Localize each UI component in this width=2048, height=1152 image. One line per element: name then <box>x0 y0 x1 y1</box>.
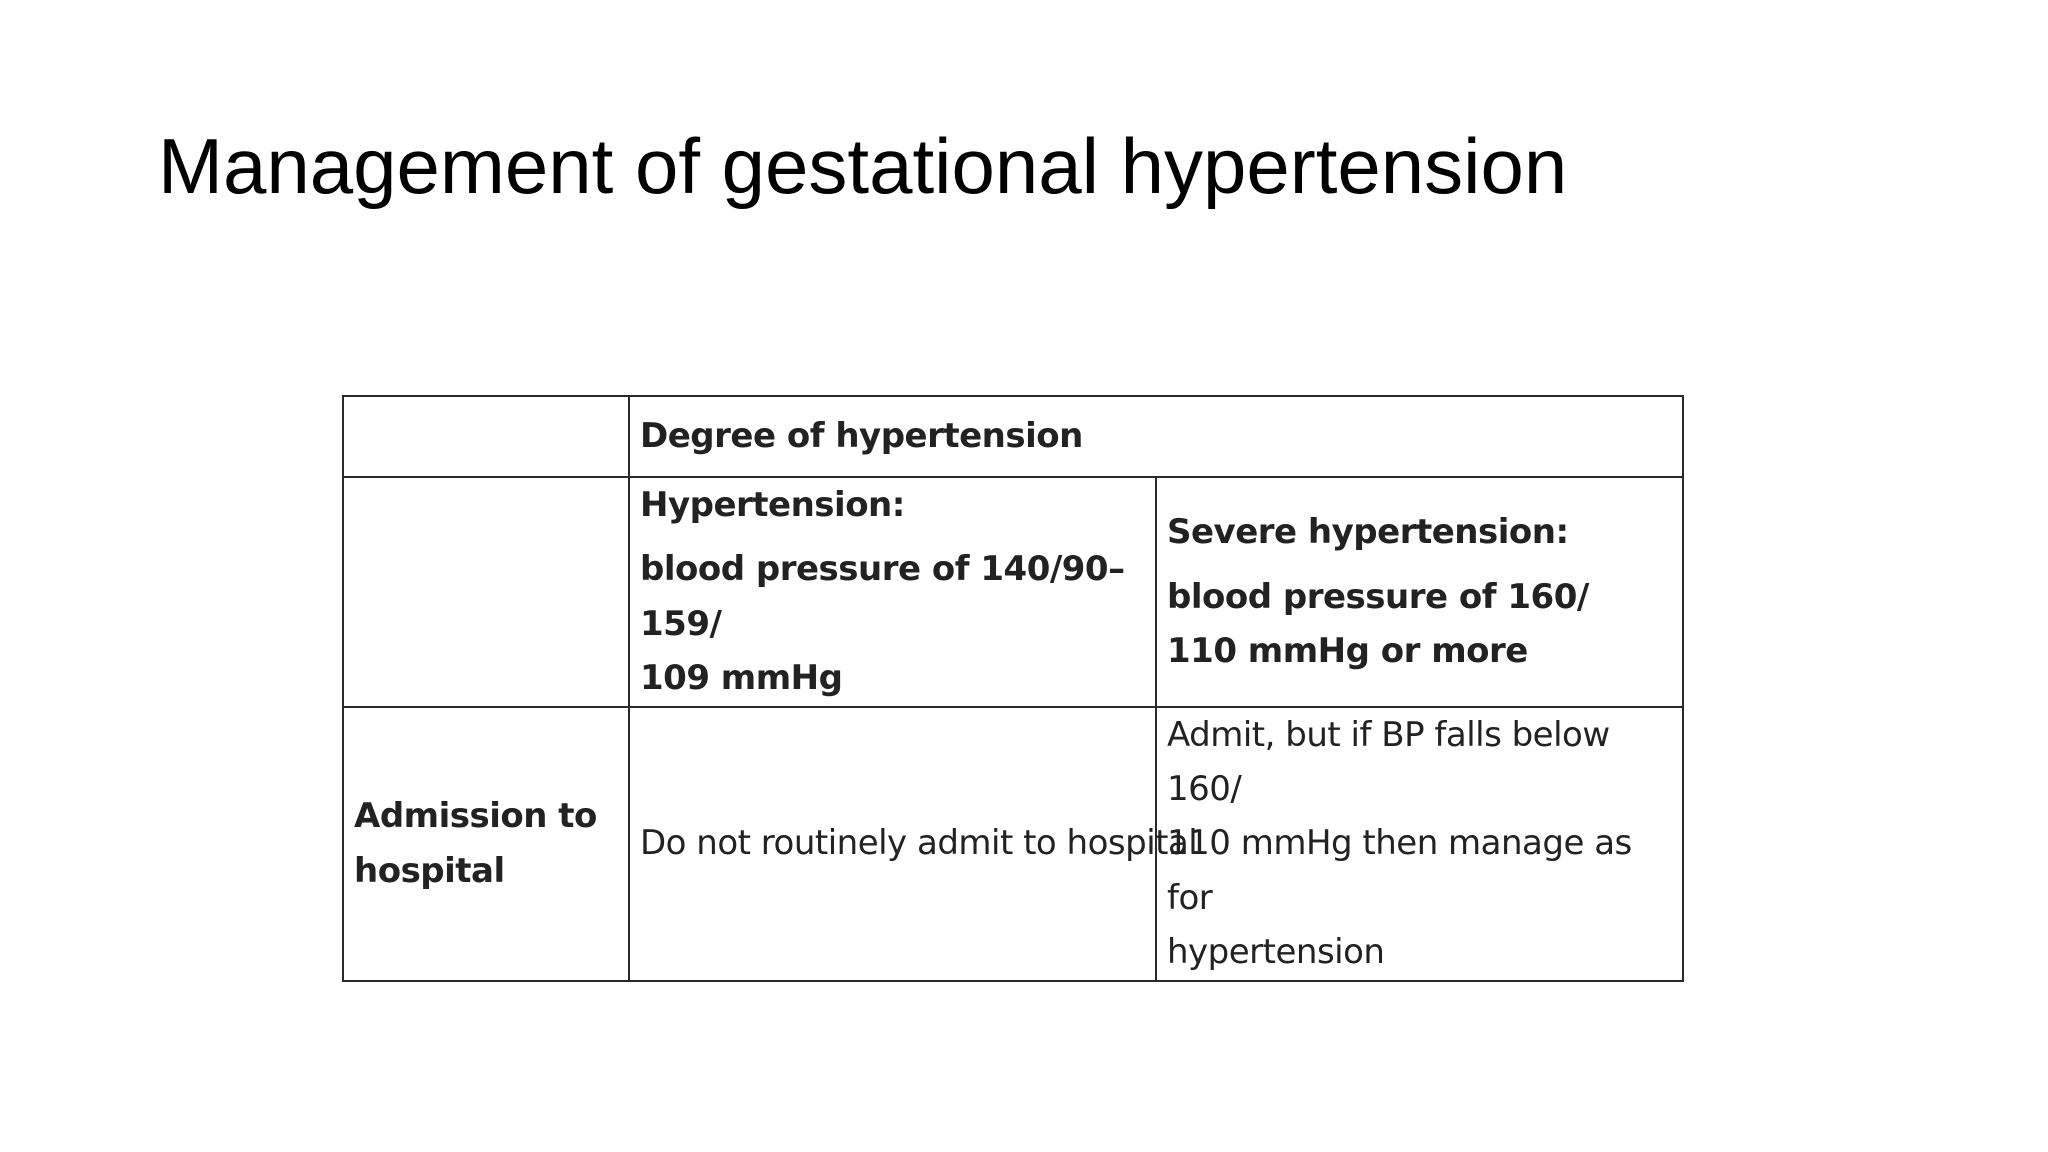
hypertension-criteria-line1: blood pressure of 140/90–159/ <box>640 549 1125 644</box>
admission-severe-line1: Admit, but if BP falls below 160/ <box>1167 714 1610 809</box>
severe-hypertension-column-header <box>1156 477 1683 707</box>
severe-hypertension-label: Severe hypertension: <box>1167 512 1569 553</box>
admission-severe-line2: 110 mmHg then manage as for <box>1167 823 1632 918</box>
header-spacer <box>640 532 1145 542</box>
hypertension-management-table <box>342 395 1684 982</box>
header-spacer <box>1167 560 1672 570</box>
admission-severe-line3: hypertension <box>1167 932 1385 973</box>
admission-label-line2: hospital <box>354 850 505 891</box>
severe-hypertension-criteria-line2: 110 mmHg or more <box>1167 630 1528 671</box>
empty-row-label-cell <box>343 477 629 707</box>
hypertension-label: Hypertension: <box>640 485 905 525</box>
hypertension-column-header <box>629 477 1156 707</box>
admission-label-line1: Admission to <box>354 796 597 837</box>
admission-hypertension-cell: Do not routinely admit to hospital <box>629 707 1156 981</box>
hypertension-criteria-line2: 109 mmHg <box>640 658 843 699</box>
degree-of-hypertension-header: Degree of hypertension <box>629 396 1683 477</box>
admission-row-label <box>343 707 629 981</box>
severe-hypertension-criteria-line1: blood pressure of 160/ <box>1167 576 1589 617</box>
table-row-header-group <box>343 396 1683 477</box>
admission-severe-cell <box>1156 707 1683 981</box>
table-row <box>343 707 1683 981</box>
table-row-column-headers <box>343 477 1683 707</box>
slide-title: Management of gestational hypertension <box>158 122 1568 210</box>
empty-corner-cell <box>343 396 629 477</box>
